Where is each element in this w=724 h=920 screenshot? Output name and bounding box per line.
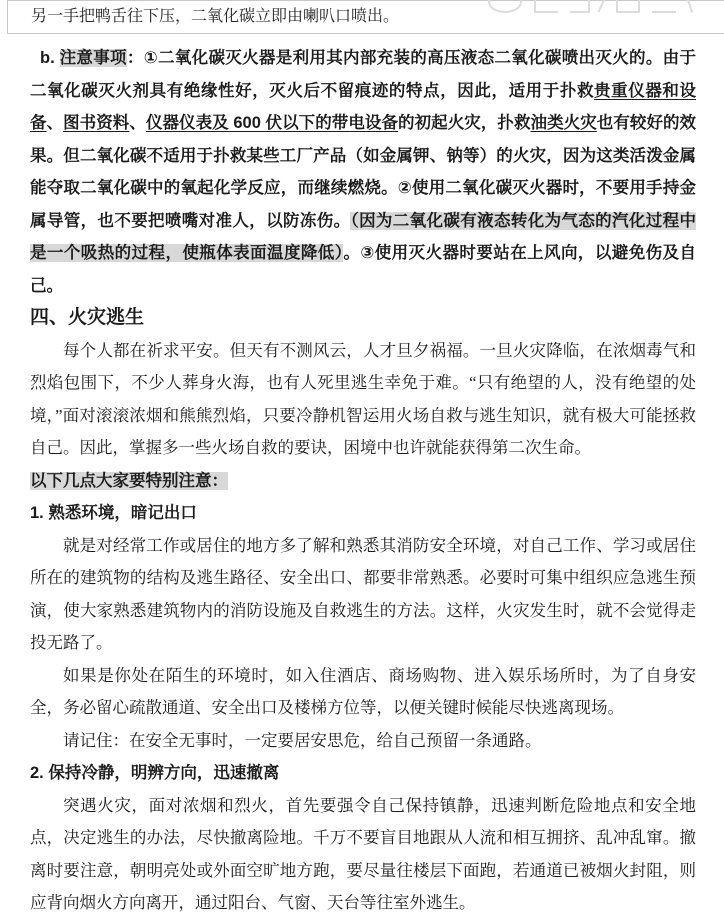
notice-line bbox=[30, 465, 696, 498]
paragraph-intro: 每个人都在祈求平安。但天有不测风云，人才旦夕祸福。一旦火灾降临，在浓烟毒气和烈焰包围下，不少人葬身火海，也有人死里逃生幸免于难。“只有绝望的人，没有绝望的处境，”面对滚滚浓烟和熊熊烈焰，只要冷静机智运用火场自救与逃生知识，就有极大可能拯救自己。因此，掌握多一些火场自救的要诀，困境中也许就能获得第二次生命。 bbox=[30, 340, 696, 457]
text-segment: 也有较好的效果。但二氧化碳不适用于扑救某些工厂产品（如金属钾、钠等）的火灾，因为这类活泼金属能夺取二氧化碳中的氧起化学反应，而继续燃烧。②使用二氧化碳灭火器时，不要用手持金属导管，也不要把喷嘴对准人，以防冻伤。 bbox=[30, 114, 697, 230]
underlined-text: 贵重仪器和设备 bbox=[30, 81, 697, 132]
item1-heading: 1. 熟悉环境，暗记出口 bbox=[30, 504, 197, 522]
item1-paragraph-1: 就是对经常工作或居住的地方多了解和熟悉其消防安全环境，对自己工作、学习或居住所在的建筑物的结构及逃生路径、安全出口、都要非常熟悉。必要时可集中组织应急逃生预演，使大家熟悉建筑物内的消防设施及自救逃生的方法。这样，火灾发生时，就不会觉得走投无路了。 bbox=[30, 535, 696, 652]
underlined-text: 油类火灾 bbox=[530, 114, 597, 132]
item1-paragraph-2: 如果是你处在陌生的环境时，如入住酒店、商场购物、进入娱乐场所时，为了自身安全，务必留心疏散通道、安全出口及楼梯方位等，以便关键时候能尽快逃离现场。 bbox=[30, 665, 696, 717]
top-strip bbox=[7, 0, 724, 34]
underlined-text: 仪器仪表及 600 伏以下的带电设备 bbox=[145, 114, 399, 132]
highlighted-text: （因为二氧化碳有液态转化为气态的汽化过程中是一个吸热的过程，使瓶体表面温度降低） bbox=[30, 211, 697, 262]
text-segment: 的初起火灾，扑救 bbox=[398, 114, 531, 132]
top-strip-text: 另一手把鸭舌往下压，二氧化碳立即由喇叭口喷出。 bbox=[31, 8, 400, 25]
underlined-text: 图书资料 bbox=[63, 114, 130, 132]
section-heading: 四、火灾逃生 bbox=[30, 307, 145, 328]
text-segment: b. bbox=[40, 49, 60, 67]
text-segment: 、 bbox=[46, 114, 64, 132]
document-content bbox=[30, 42, 696, 920]
text-segment: 、 bbox=[129, 114, 146, 132]
item2-heading: 2. 保持冷静，明辨方向，迅速撤离 bbox=[30, 764, 280, 782]
item2-paragraph-1: 突遇火灾，面对浓烟和烈火，首先要强令自己保持镇静，迅速判断危险地点和安全地点，决定逃生的办法，尽快撤离险地。千万不要盲目地跟从人流和相互拥挤、乱冲乱窜。撤离时要注意，朝明亮处或外面空旷地方跑，要尽量往楼层下面跑，若通道已被烟火封阻，则应背向烟火方向离开，通过阳台、气窗、天台等往室外逃生。 bbox=[30, 795, 696, 912]
note-paragraph bbox=[30, 42, 696, 302]
text-segment: ：①二氧化碳灭火器是利用其内部充装的高压液态二氧化碳喷出灭火的。由于二氧化碳灭火剂具有绝缘性好，灭火后不留痕迹的特点，因此，适用于扑救 bbox=[30, 49, 696, 100]
highlighted-text: 以下几点大家要特别注意： bbox=[30, 471, 228, 490]
text-segment: 。③使用灭火器时要站在上风向，以避免伤及自己。 bbox=[30, 244, 696, 295]
item1-paragraph-3: 请记住：在安全无事时，一定要居安思危，给自己预留一条通路。 bbox=[63, 730, 542, 750]
highlighted-text: 注意事项 bbox=[59, 49, 127, 67]
